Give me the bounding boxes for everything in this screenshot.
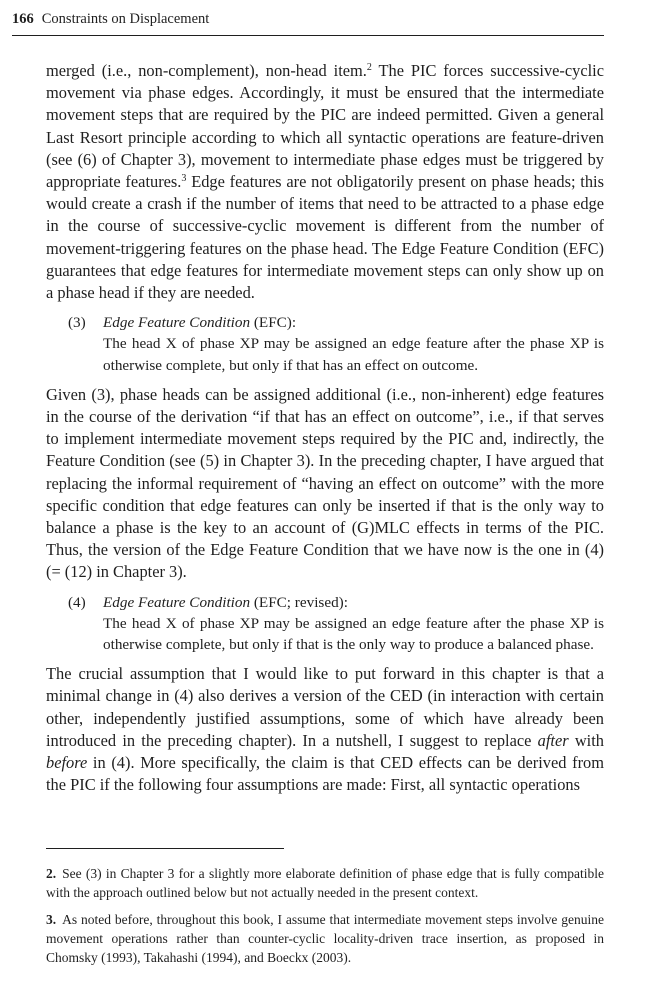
paragraph-2: Given (3), phase heads can be assigned additional (i.e., non-inherent) edge features in the course of the derivation “if that has an effect on outcome”, i.e., if that serves to implement intermediate movement steps required by the PIC and, indirectly, the Feature Condition (see (5) in Chapter 3). In the preceding chapter, I have argued that replacing the informal requirement of “having an effect on outcome” with the more specific condition that edge features can only be inserted if that is the only way to balance a phase is the key to an account of (G)MLC effects in terms of the PIC. Thus, the version of the Edge Feature Condition that we have now is the one in (4) (= (12) in Chapter 3). [46,384,604,582]
paragraph-3-text-a: The crucial assumption that I would like to put forward in this chapter is that a minimal change in (4) also derives a version of the CED (in interaction with certain other, independently justified assumptions, some of which have already been introduced in the preceding chapter). In a nutshell, I suggest to replace [46,664,604,750]
example-text: The head X of phase XP may be assigned an edge feature after the phase XP is otherwise complete, but only if that has an effect on outcome. [103,335,604,374]
paragraph-3-text-b: with [568,730,604,750]
example-tag: (EFC): [250,314,297,332]
footnote-number: 3. [46,912,57,927]
emphasis-before: before [46,753,88,773]
example-title: Edge Feature Condition [103,593,251,611]
footnote-ref-3[interactable]: 3 [181,173,187,185]
paragraph-1 [46,60,604,304]
footnote-2 [46,864,604,902]
example-text: The head X of phase XP may be assigned an edge feature after the phase XP is otherwise complete, but only if that is the only way to produce a balanced phase. [103,614,604,654]
running-title: Constraints on Displacement [41,11,210,27]
footnote-ref-2[interactable]: 2 [366,62,372,73]
footnotes [46,864,604,975]
footnote-rule [46,848,284,849]
header-rule [12,35,604,36]
paragraph-3-text-c: in (4). More specifically, the claim is that CED effects can be derived from the PIC if the following four assumptions are made: First, all syntactic operations [46,753,604,795]
example-tag: (EFC; revised): [250,593,348,611]
footnote-text: See (3) in Chapter 3 for a slightly more elaborate definition of phase edge that is fully compatible with the approach outlined below but not actually needed in the present context. [46,866,604,900]
example-title: Edge Feature Condition [103,314,251,332]
emphasis-after: after [537,730,569,750]
example-number: (4) [68,593,86,611]
footnote-text: As noted before, throughout this book, I assume that intermediate movement steps involve genuine movement operations rather than counter-cyclic locality-driven trace insertion, as proposed in Chomsky (1993), Takahashi (1994), and Boeckx (2003). [46,912,604,965]
paragraph-1-text-c: Edge features are not obligatorily present on phase heads; this would create a crash if the number of items that need to be attracted to a phase edge in the course of successive-cyclic movement is different from the number of movement-triggering features on the phase head. The Edge Feature Condition (EFC) guarantees that edge features for intermediate movement steps can only show up on a phase head if they are needed. [46,172,604,303]
paragraph-3 [46,663,604,796]
paragraph-1-text-b: The PIC forces successive-cyclic movement via phase edges. Accordingly, it must be ensured that the intermediate movement steps that are required by the PIC are indeed permitted. Given a general Last Resort principle according to which all syntactic operations are feature-driven (see (6) of Chapter 3), movement to intermediate phase edges must be triggered by appropriate features. [46,61,605,192]
page-number: 166 [12,11,34,27]
paragraph-1-text-a: merged (i.e., non-complement), non-head item. [46,61,367,80]
footnote-3 [46,910,604,967]
running-header [12,9,603,29]
example-number: (3) [68,314,86,332]
example-3 [46,312,604,376]
main-text [46,60,604,797]
example-4 [46,592,604,656]
footnote-number: 2. [46,866,57,881]
